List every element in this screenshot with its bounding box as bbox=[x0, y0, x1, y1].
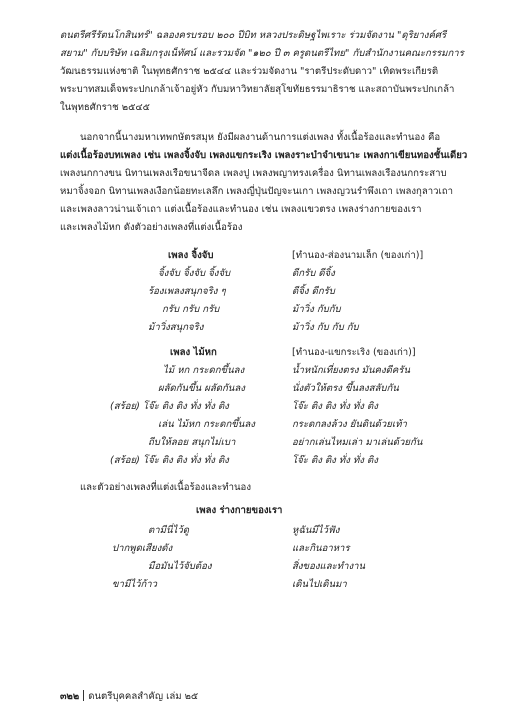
para2-line-1: นอกจากนี้นางมหาเทพกษัตรสมุห ยังมีผลงานด้านการแต่งเพลง ทั้งเนื้อร้องและทำนอง คือ bbox=[80, 132, 441, 143]
song3-left-4: ขามีไว้ก้าว bbox=[112, 579, 158, 590]
song3-left-1: ตามีนี่ไว้ดู bbox=[148, 525, 189, 536]
song2-title: เพลง ไม้หก bbox=[170, 347, 217, 358]
song2-left-2: ผลัดกันขึ้น ผลัดกันลง bbox=[158, 383, 245, 394]
song1-right-2: ดีจิ้ง ดีกรับ bbox=[292, 286, 335, 297]
song2-note: [ทำนอง-แขกระเริง (ของเก่า)] bbox=[292, 347, 416, 358]
para2-line-2: แต่งเนื้อร้องบทเพลง เช่น เพลงจิ้งจับ เพลงแขกระเริง เพลงราะบำจำเขนาะ เพลงกาเขียนทองชั้นเดียว bbox=[60, 150, 468, 161]
intro-line-1: ดนตรีศรีรัตนโกสินทร์" ฉลองครบรอบ ๒๐๐ ปีบิท หลวงประดิษฐไพเราะ ร่วมจัดงาน "ดุริยางค์ศรี bbox=[60, 30, 447, 41]
para2-line-3: เพลงนกกางขน นิทานเพลงเรือขนาจีดล เพลงปู เพลงพญาทรงเครื่อง นิทานเพลงเรืองนกกระสาบ bbox=[60, 168, 447, 179]
song1-left-2: ร้องเพลงสนุกจริง ๆ bbox=[148, 286, 226, 297]
song2-left-5: ถีบให้ลอย สนุกไม่เบา bbox=[148, 437, 236, 448]
para2-line-4: หมาจิ้งจอก นิทานเพลงเงือกน้อยทะเลลึก เพลงญี่ปุ่นปัญจะนเกา เพลงญวนรำพึงเถา เพลงกุลาวเถา bbox=[60, 186, 453, 197]
intro-line-3: วัฒนธรรมแห่งชาติ ในพุทธศักราช ๒๕๔๔ และร่วมจัดงาน "ราตรีประดับดาว" เทิดพระเกียรติ bbox=[60, 66, 439, 77]
song3-left-2: ปากพูดเสียงดัง bbox=[112, 543, 173, 554]
song2-left-6: (สร้อย) โจ๊ะ ติง ติง ทั่ง ทั่ง ติง bbox=[110, 455, 229, 466]
intro-line-5: ในพุทธศักราช ๒๕๔๕ bbox=[60, 102, 150, 113]
song2-right-1: น้ำหนักเที่ยงตรง มันคงดีครัน bbox=[292, 365, 411, 376]
song2-right-5: อย่ากเล่นไหมเล่า มาเล่นด้วยกัน bbox=[292, 437, 423, 448]
song2-right-2: นั่งตัวให้ตรง ขึ้นลงสลับกัน bbox=[292, 383, 399, 394]
song3-right-1: หูฉันมีไว้ฟัง bbox=[292, 525, 340, 536]
song3-right-2: และกินอาหาร bbox=[292, 543, 350, 554]
song2-right-3: โจ๊ะ ติง ติง ทั่ง ทั่ง ติง bbox=[292, 401, 378, 412]
song1-note: [ทำนอง-ส่องนามเล็ก (ของเก่า)] bbox=[292, 250, 424, 261]
song2-right-6: โจ๊ะ ติง ติง ทั่ง ทั่ง ติง bbox=[292, 455, 378, 466]
para2-line-6: และเพลงไม้หก ดังตัวอย่างเพลงที่แต่งเนื้อร้อง bbox=[60, 222, 243, 233]
song1-left-4: ม้าวิ่งสนุกจริง bbox=[148, 322, 204, 333]
page-number: ๓๒๒ bbox=[60, 691, 80, 702]
song3-title: เพลง ร่างกายของเรา bbox=[196, 505, 283, 516]
song3-right-3: สิ่งของและทำงาน bbox=[292, 561, 366, 572]
intro-line-4: พระบาทสมเด็จพระปกเกล้าเจ้าอยู่หัว กับมหาวิทยาลัยสุโขทัยธรรมาธิราช และสถาบันพระปกเกล้า bbox=[60, 84, 455, 95]
song2-right-4: กระดกลงล้วง ยันดินด้วยเท้า bbox=[292, 419, 407, 430]
para2-line-5: และเพลงลาวน่านเจ้าเถา แต่งเนื้อร้องและทำนอง เช่น เพลงแขวตรง เพลงร่างกายของเรา bbox=[60, 204, 422, 215]
song2-left-4: เล่น ไม้หก กระดกขึ้นลง bbox=[158, 419, 255, 430]
footer-title: ดนตรีบุคคลสำคัญ เล่ม ๒๕ bbox=[88, 691, 199, 702]
song1-left-1: จิ้งจับ จิ้งจับ จิ้งจับ bbox=[158, 268, 231, 279]
song1-title: เพลง จิ้งจับ bbox=[168, 250, 214, 261]
intro-line-2: สยาม" กับบริษัท เฉลิมกรุงเน็ทัศน์ และรวมจัด "๑๒๐ ปี ๓ ครูดนตรีไทย" กับสำนักงานคณะกรรมการ bbox=[60, 48, 464, 59]
footer-divider bbox=[83, 690, 84, 701]
song1-right-3: ม้าวิ่ง กับกับ bbox=[292, 304, 341, 315]
song3-left-3: มือมันไว้จับต้อง bbox=[148, 561, 212, 572]
song2-left-3: (สร้อย) โจ๊ะ ติง ติง ทั่ง ทั่ง ติง bbox=[110, 401, 229, 412]
song2-left-1: ไม้ หก กระดกขึ้นลง bbox=[163, 365, 245, 376]
song1-left-3: กรับ กรับ กรับ bbox=[162, 304, 220, 315]
song1-right-1: ดีกรับ ดีจิ้ง bbox=[292, 268, 335, 279]
para3: และตัวอย่างเพลงที่แต่งเนื้อร้องและทำนอง bbox=[80, 482, 252, 493]
song3-right-4: เดินไปเดินมา bbox=[292, 579, 347, 590]
page-footer bbox=[60, 690, 198, 703]
song1-right-4: ม้าวิ่ง กับ กับ กับ bbox=[292, 322, 359, 333]
